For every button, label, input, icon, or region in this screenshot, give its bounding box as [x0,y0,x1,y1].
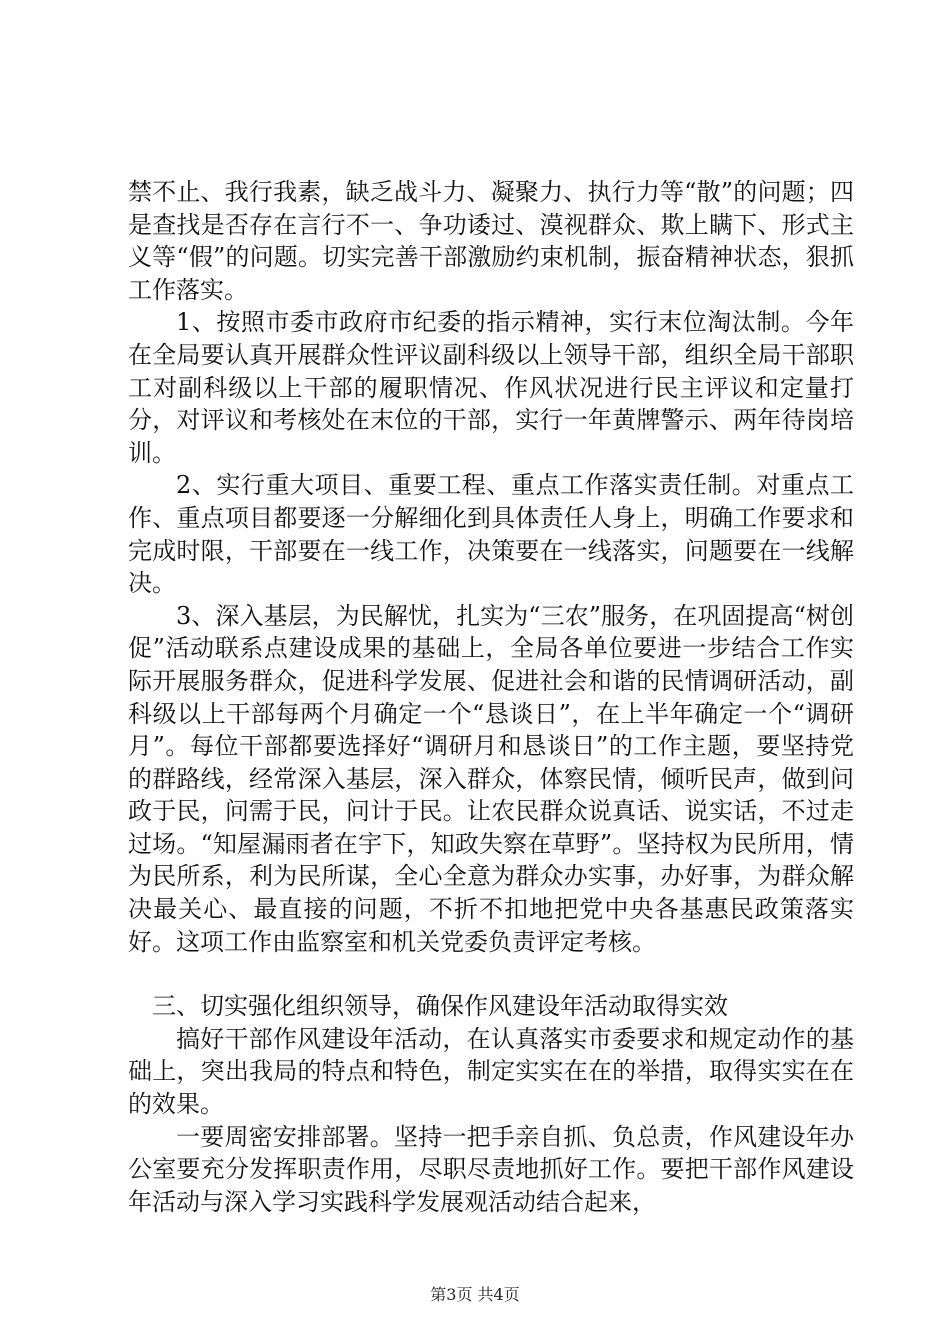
section-paragraph-first: 一要周密安排部署。坚持一把手亲自抓、负总责，作风建设年办公室要充分发挥职责作用，尽职尽责地抓好工作。要把干部作风建设年活动与深入学习实践科学发展观活动结合起来， [128,1122,854,1216]
section-paragraph-intro: 搞好干部作风建设年活动，在认真落实市委要求和规定动作的基础上，突出我局的特点和特色，制定实实在在的举措，取得实实在在的效果。 [128,1024,854,1119]
document-body [128,176,854,1218]
paragraph-item-2: 2、实行重大项目、重要工程、重点工作落实责任制。对重点工作、重点项目都要逐一分解细化到具体责任人身上，明确工作要求和完成时限，干部要在一线工作，决策要在一线落实，问题要在一线解决。 [128,471,854,598]
page-footer: 第3页 共4页 [430,1285,520,1304]
paragraph-item-1: 1、按照市委市政府市纪委的指示精神，实行末位淘汰制。今年在全局要认真开展群众性评议副科级以上领导干部，组织全局干部职工对副科级以上干部的履职情况、作风状况进行民主评议和定量打分，对评议和考核处在末位的干部，实行一年黄牌警示、两年待岗培训。 [128,308,854,467]
paragraph-item-3: 3、深入基层，为民解忧，扎实为“三农”服务，在巩固提高“树创促”活动联系点建设成果的基础上，全局各单位要进一步结合工作实际开展服务群众，促进科学发展、促进社会和谐的民情调研活动，副科级以上干部每两个月确定一个“恳谈日”，在上半年确定一个“调研月”。每位干部都要选择好“调研月和恳谈日”的工作主题，要坚持党的群路线，经常深入基层，深入群众，体察民情，倾听民声，做到问政于民，问需于民，问计于民。让农民群众说真话、说实话，不过走过场。“知屋漏雨者在宇下，知政失察在草野”。坚持权为民所用，情为民所系，利为民所谋，全心全意为群众办实事，办好事，为群众解决最关心、最直接的问题，不折不扣地把党中央各基惠民政策落实好。这项工作由监察室和机关党委负责评定考核。 [128,601,854,956]
paragraph-continuation: 禁不止、我行我素，缺乏战斗力、凝聚力、执行力等“散”的问题；四是查找是否存在言行不一、争功诿过、漠视群众、欺上瞒下、形式主义等“假”的问题。切实完善干部激励约束机制，振奋精神状态，狠抓工作落实。 [128,178,854,304]
section-heading: 三、切实强化组织领导，确保作风建设年活动取得实效 [152,992,728,1021]
